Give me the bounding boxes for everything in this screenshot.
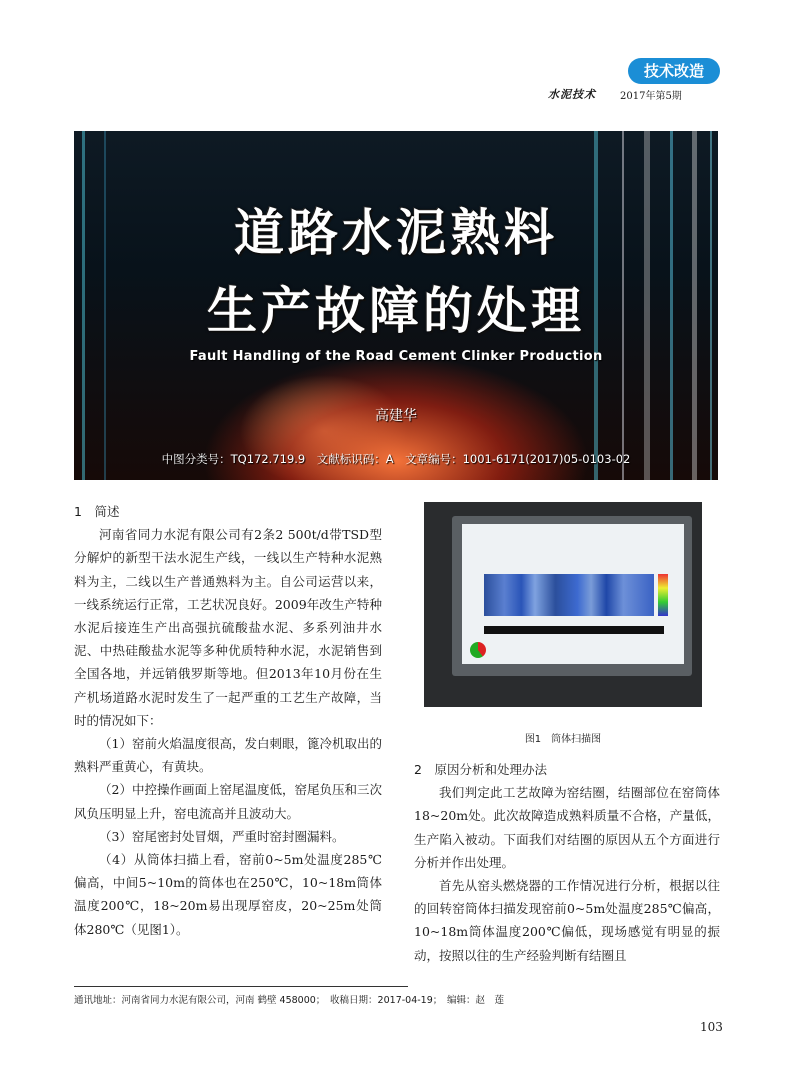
section2-paragraph-2: 首先从窑头燃烧器的工作情况进行分析，根据以往的回转窑筒体扫描发现窑前0~5m处温度285℃偏高，10~18m筒体温度200℃偏低，现场感觉有明显的振动，按照以往的生产经验判断有结圈且 <box>414 878 720 963</box>
author-name: 高建华 <box>375 408 417 424</box>
section1-item-4: （4）从筒体扫描上看，窑前0~5m处温度285℃偏高，中间5~10m的筒体也在250℃，10~18m筒体温度200℃，18~20m易出现厚窑皮，20~25m处筒体280℃（见图1）。 <box>74 852 382 937</box>
article-title-english: Fault Handling of the Road Cement Clinker Production <box>189 349 603 364</box>
scan-screen <box>462 524 684 664</box>
scan-heat-bar <box>484 574 654 616</box>
scan-pie-indicator <box>470 642 486 658</box>
title-banner <box>74 131 718 480</box>
journal-name: 水泥技术 <box>548 88 596 101</box>
section1-item-3: （3）窑尾密封处冒烟，严重时窑封圈漏料。 <box>99 828 345 844</box>
section1-heading: 1 简述 <box>74 504 120 519</box>
section2-heading: 2 原因分析和处理办法 <box>414 762 547 777</box>
right-column <box>414 758 720 967</box>
section2-paragraph-1: 我们判定此工艺故障为窑结圈，结圈部位在窑筒体18~20m处。此次故障造成熟料质量不合格，产量低，生产陷入被动。下面我们对结圈的原因从五个方面进行分析并作出处理。 <box>414 785 720 870</box>
left-column <box>74 500 382 941</box>
scan-baseline <box>484 626 664 634</box>
figure-caption: 图1 筒体扫描图 <box>524 734 602 745</box>
page-number: 103 <box>700 1020 723 1034</box>
section-badge: 技术改造 <box>628 58 720 84</box>
footnote: 通讯地址：河南省同力水泥有限公司，河南 鹤壁 458000； 收稿日期：2017-04-19； 编辑：赵 莲 <box>74 995 505 1006</box>
kiln-scan-photo <box>424 502 702 707</box>
article-title-line1: 道路水泥熟料 <box>234 204 558 262</box>
section1-intro: 河南省同力水泥有限公司有2条2 500t/d带TSD型分解炉的新型干法水泥生产线，一线以生产特种水泥熟料为主，二线以生产普通熟料为主。自公司运营以来，一线系统运行正常，工艺状况良好。2009年改生产特种水泥后接连生产出高强抗硫酸盐水泥、多系列油井水泥、中热硅酸盐水泥等多种优质特种水泥，水泥销售到全国各地，并远销俄罗斯等地。但2013年10月份在生产机场道路水泥时发生了一起严重的工艺生产故障，当时的情况如下： <box>74 527 382 728</box>
section1-item-2: （2）中控操作画面上窑尾温度低，窑尾负压和三次风负压明显上升，窑电流高并且波动大。 <box>74 782 382 821</box>
scan-color-scale <box>658 574 668 616</box>
classification-line: 中图分类号：TQ172.719.9 文献标识码：A 文章编号：1001-6171(2017)05-0103-02 <box>161 452 631 466</box>
article-title-line2: 生产故障的处理 <box>207 282 585 340</box>
footnote-divider <box>74 986 408 987</box>
section1-item-1: （1）窑前火焰温度很高，发白刺眼，篦冷机取出的熟料严重黄心，有黄块。 <box>74 736 382 775</box>
monitor-image <box>452 516 692 676</box>
journal-issue: 2017年第5期 <box>620 91 682 102</box>
